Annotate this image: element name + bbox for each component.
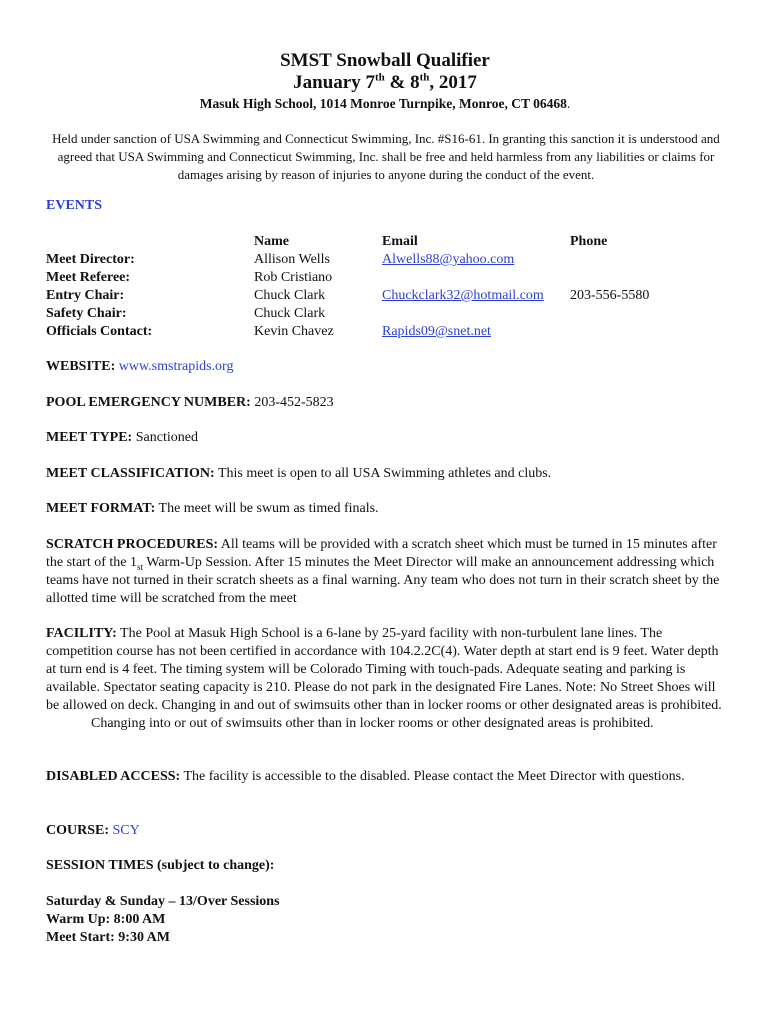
official-name: Chuck Clark (254, 288, 326, 303)
official-phone (570, 323, 649, 341)
warmup-time: Warm Up: 8:00 AM (46, 912, 166, 927)
course-value: SCY (112, 823, 140, 838)
email-link[interactable]: Alwells88@yahoo.com (382, 252, 515, 267)
facility-label: FACILITY: (46, 626, 117, 641)
official-phone (570, 251, 649, 269)
email-link[interactable]: Chuckclark32@hotmail.com (382, 288, 544, 303)
phone-column-header: Phone (570, 234, 608, 249)
official-name: Allison Wells (254, 252, 331, 267)
name-column-header: Name (254, 234, 289, 249)
role-label: Meet Director: (46, 252, 135, 267)
official-name: Rob Cristiano (254, 270, 333, 285)
email-column-header: Email (382, 234, 418, 249)
official-phone: 203-556-5580 (570, 288, 650, 303)
course-line (46, 822, 726, 840)
meet-location: Masuk High School, 1014 Monroe Turnpike, Monroe, CT 06468. (199, 96, 571, 111)
session-block (46, 893, 726, 947)
role-label: Entry Chair: (46, 288, 125, 303)
meet-format-line (46, 500, 726, 518)
email-link[interactable]: Rapids09@snet.net (382, 324, 491, 339)
scratch-ordinal: st (136, 561, 143, 572)
scratch-procedures-text-b: Warm-Up Session. After 15 minutes the Meet Director will make an announcement addressing which teams have not turned in their scratch sheets as a final warning. Any team who does not turn in their scratch sheet by the allotted time will be scratched from the meet (46, 555, 720, 606)
pool-emergency-label: POOL EMERGENCY NUMBER: (46, 395, 251, 410)
website-label: WEBSITE: (46, 359, 116, 374)
meet-type-label: MEET TYPE: (46, 430, 133, 445)
website-line (46, 358, 726, 376)
meet-classification-line (46, 465, 726, 483)
facility-text: The Pool at Masuk High School is a 6-lane by 25-yard facility with non-turbulent lane lines. The competition course has not been certified in accordance with 104.2.2C(4). Water depth at start end is 9 feet. Water depth at turn end is 4 feet. The timing system will be Colorado Timing with touch-pads. Adequate seating and parking is available. Spectator seating capacity is 210. Please do not park in the designated Fire Lanes. Note: No Street Shoes will be allowed on deck. Changing in and out of swimsuits other than in locker rooms or other designated areas is prohibited. (46, 626, 722, 713)
sanction-statement: Held under sanction of USA Swimming and Connecticut Swimming, Inc. #S16-61. In granting this sanction it is understood and agreed that USA Swimming and Connecticut Swimming, Inc. shall be free and held harmless from any liabilities or claims for damages arising by reason of injuries to anyone during the conduct of the event. (52, 131, 720, 182)
role-label: Officials Contact: (46, 324, 153, 339)
pool-emergency-number: 203-452-5823 (254, 395, 334, 410)
disabled-access-paragraph (46, 768, 726, 786)
meet-classification-label: MEET CLASSIFICATION: (46, 466, 215, 481)
scratch-procedures-text-a: All teams will be provided with a scratch sheet which must be turned in 15 minutes after the start of the 1 (46, 537, 717, 570)
meet-format-value: The meet will be swum as timed finals. (158, 501, 379, 516)
officials-names (254, 233, 334, 341)
officials-emails (382, 233, 544, 341)
official-name: Kevin Chavez (254, 324, 334, 339)
meet-classification-value: This meet is open to all USA Swimming athletes and clubs. (217, 466, 552, 481)
officials-roles (46, 251, 152, 341)
disabled-access-label: DISABLED ACCESS: (46, 769, 181, 784)
meet-type-line (46, 429, 726, 447)
official-phone (570, 305, 649, 323)
events-heading: EVENTS (46, 198, 103, 213)
meet-format-label: MEET FORMAT: (46, 501, 156, 516)
role-label: Meet Referee: (46, 270, 131, 285)
session-times-heading: SESSION TIMES (subject to change): (46, 858, 275, 873)
pool-emergency-line (46, 394, 726, 412)
official-phone (570, 269, 649, 287)
meet-title: SMST Snowball Qualifier (280, 50, 490, 71)
course-label: COURSE: (46, 823, 110, 838)
facility-paragraph (46, 625, 726, 733)
website-link[interactable]: www.smstrapids.org (118, 359, 234, 374)
meet-start-time: Meet Start: 9:30 AM (46, 930, 171, 945)
facility-indented-note: Changing into or out of swimsuits other than in locker rooms or other designated areas is prohibited. (91, 716, 654, 731)
disabled-access-text: The facility is accessible to the disabled. Please contact the Meet Director with questions. (183, 769, 685, 784)
role-label: Safety Chair: (46, 306, 127, 321)
scratch-procedures-paragraph (46, 536, 726, 608)
session-heading: Saturday & Sunday – 13/Over Sessions (46, 894, 280, 909)
meet-type-value: Sanctioned (135, 430, 198, 445)
scratch-procedures-label: SCRATCH PROCEDURES: (46, 537, 219, 552)
official-name: Chuck Clark (254, 306, 326, 321)
meet-dates: January 7th & 8th, 2017 (293, 71, 477, 93)
officials-phones (570, 233, 649, 341)
